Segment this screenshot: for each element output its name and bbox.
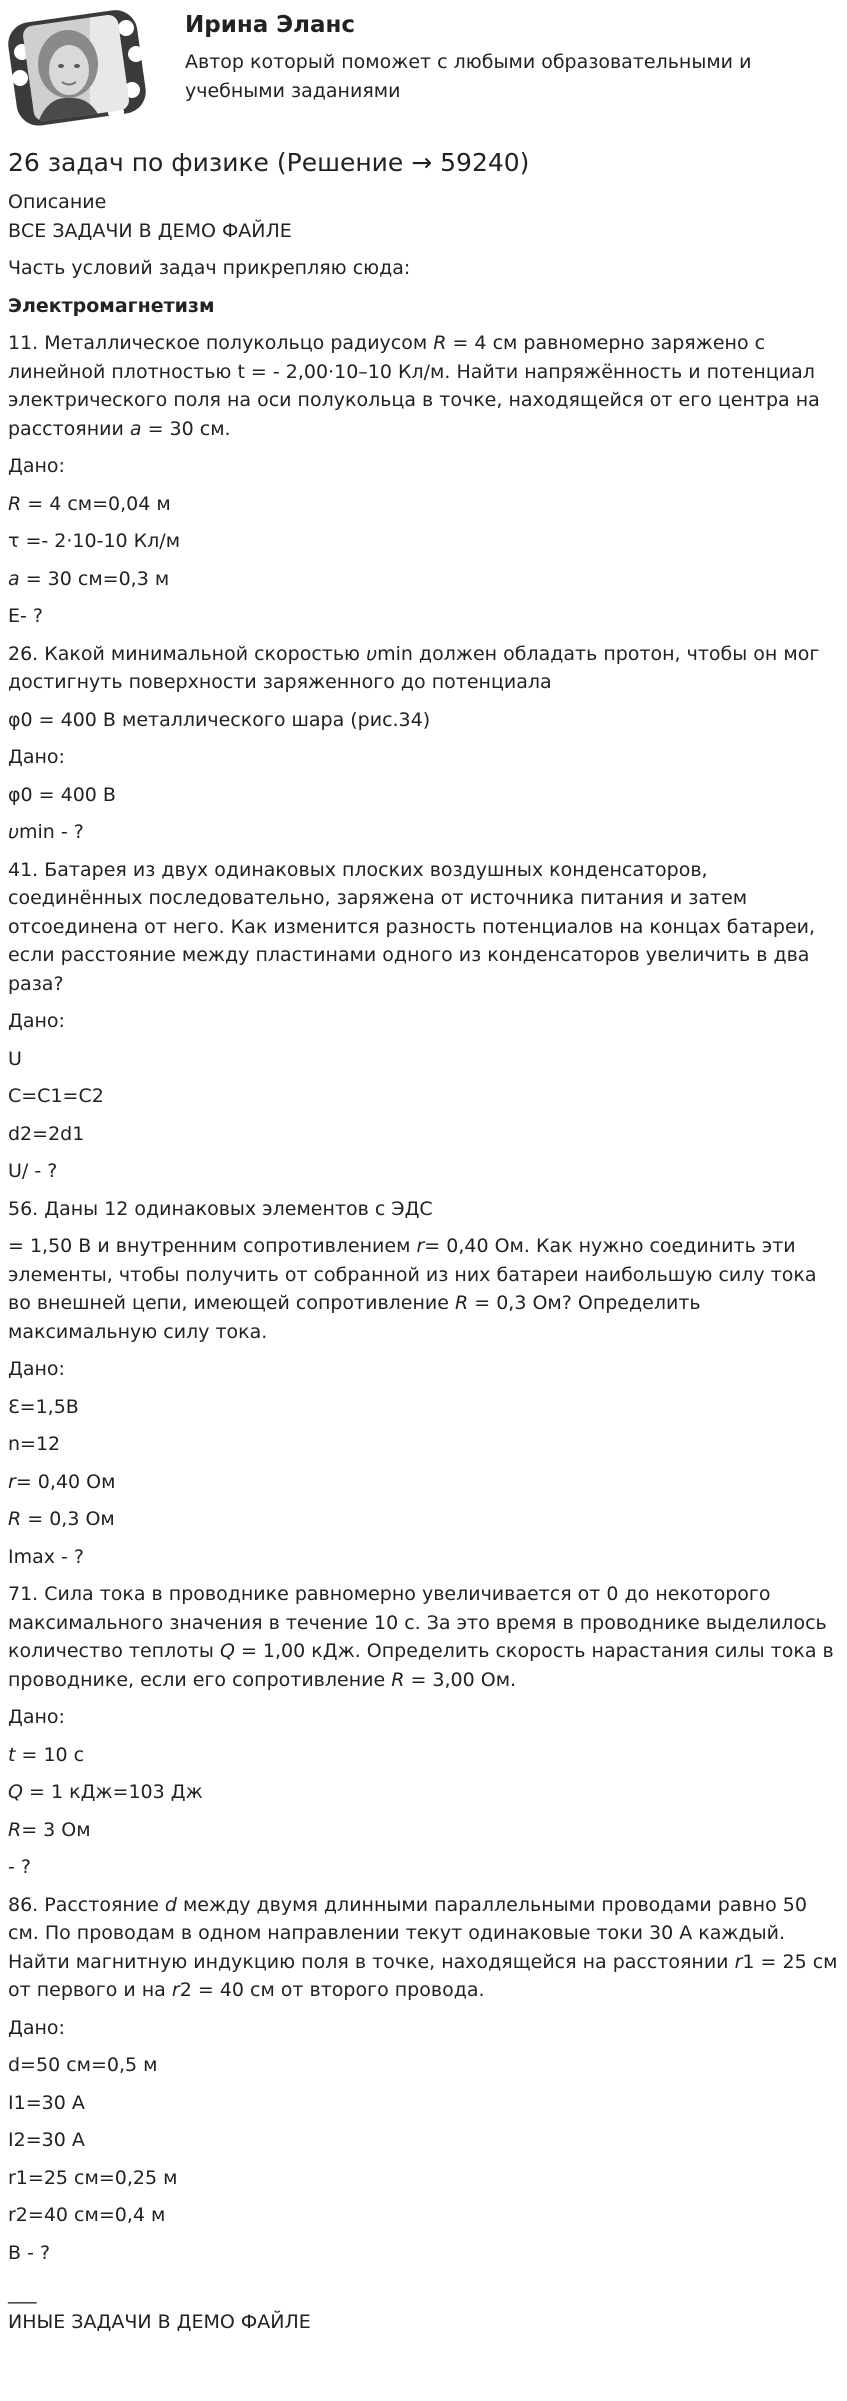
page-title: 26 задач по физике (Решение → 59240) [8,148,530,177]
given-item: Imax - ? [8,1545,85,1568]
problem-statement-cont: = 1,50 В и внутренним сопротивлением r= 0,40 Ом. Как нужно соединить эти элементы, чтобы получить от собранной из них батареи наибольшую силу тока во внешней цепи, имеющей сопротивление R = 0,3 Ом? Определить максимальную силу тока. [8,1235,817,1343]
given-item: a = 30 см=0,3 м [8,567,170,590]
given-item: - ? [8,1856,31,1878]
given-label: Дано: [8,746,65,768]
given-label: Дано: [8,1010,65,1032]
given-item: d2=2d1 [8,1122,85,1145]
given-item: φ0 = 400 В [8,783,116,806]
author-description: Автор который поможет с любыми образовательными и учебными заданиями [185,51,752,102]
author-card [0,0,847,140]
author-name[interactable]: Ирина Эланс [185,12,356,38]
task-description [8,188,843,2336]
description-label: Описание [8,191,107,213]
given-label: Дано: [8,1358,65,1380]
given-item: r2=40 см=0,4 м [8,2204,166,2226]
given-item: υmin - ? [8,821,84,843]
section-heading: Электромагнетизм [8,294,215,317]
problem-statement: 41. Батарея из двух одинаковых плоских воздушных конденсаторов, соединённых последовательно, заряжена от источника питания и затем отсоединена от него. Как изменится разность потенциалов на концах батареи, если расстояние между пластинами одного из конденсаторов увеличить в два раза? [8,858,816,995]
given-item: R = 4 см=0,04 м [8,492,171,515]
given-item: R= 3 Ом [8,1818,91,1841]
problem-statement: 11. Металлическое полукольцо радиусом R = 4 см равномерно заряжено с линейной плотностью t = - 2,00·10–10 Кл/м. Найти напряжённость и потенциал электрического поля на оси полукольца в точке, находящейся от его центра на расстоянии a = 30 см. [8,332,820,440]
given-label: Дано: [8,455,65,477]
given-item: U [8,1047,22,1070]
given-item: t = 10 с [8,1743,85,1766]
given-item: E- ? [8,605,43,627]
given-item: d=50 см=0,5 м [8,2054,158,2076]
given-item: Q = 1 кДж=103 Дж [8,1781,203,1803]
given-label: Дано: [8,2016,65,2039]
given-label: Дано: [8,1706,65,1728]
demo-note: ВСЕ ЗАДАЧИ В ДЕМО ФАЙЛЕ [8,219,292,242]
given-item: r= 0,40 Ом [8,1470,116,1493]
problem-statement: 26. Какой минимальной скоростью υmin должен обладать протон, чтобы он мог достигнуть поверхности заряженного до потенциала [8,642,820,693]
problem-statement: 86. Расстояние d между двумя длинными параллельными проводами равно 50 см. По проводам в одном направлении текут одинаковые токи 30 А каждый. Найти магнитную индукцию поля в точке, находящейся на расстоянии r1 = 25 см от первого и на r2 = 40 см от второго провода. [8,1893,838,2001]
given-item: R = 0,3 Ом [8,1508,115,1530]
given-item: U/ - ? [8,1160,58,1182]
given-item: I2=30 А [8,2129,85,2151]
problem-statement: 71. Сила тока в проводнике равномерно увеличивается от 0 до некоторого максимального значения в течение 10 с. За это время в проводнике выделилось количество теплоты Q = 1,00 кДж. Определить скорость нарастания силы тока в проводнике, если его сопротивление R = 3,00 Ом. [8,1583,834,1691]
footer-note: ИНЫЕ ЗАДАЧИ В ДЕМО ФАЙЛЕ [8,2310,311,2333]
given-item: I1=30 А [8,2091,85,2114]
author-avatar [6,6,152,128]
given-item: C=C1=C2 [8,1085,104,1107]
given-item: B - ? [8,2241,51,2264]
given-item: Ɛ=1,5В [8,1395,79,1418]
given-item: τ =- 2·10-10 Кл/м [8,530,181,552]
problem-statement-cont: φ0 = 400 В металлического шара (рис.34) [8,708,431,731]
intro-text: Часть условий задач прикрепляю сюда: [8,257,411,279]
given-item: n=12 [8,1433,61,1455]
problem-statement: 56. Даны 12 одинаковых элементов с ЭДС [8,1197,433,1220]
separator: ___ [8,2282,37,2304]
given-item: r1=25 см=0,25 м [8,2166,178,2189]
